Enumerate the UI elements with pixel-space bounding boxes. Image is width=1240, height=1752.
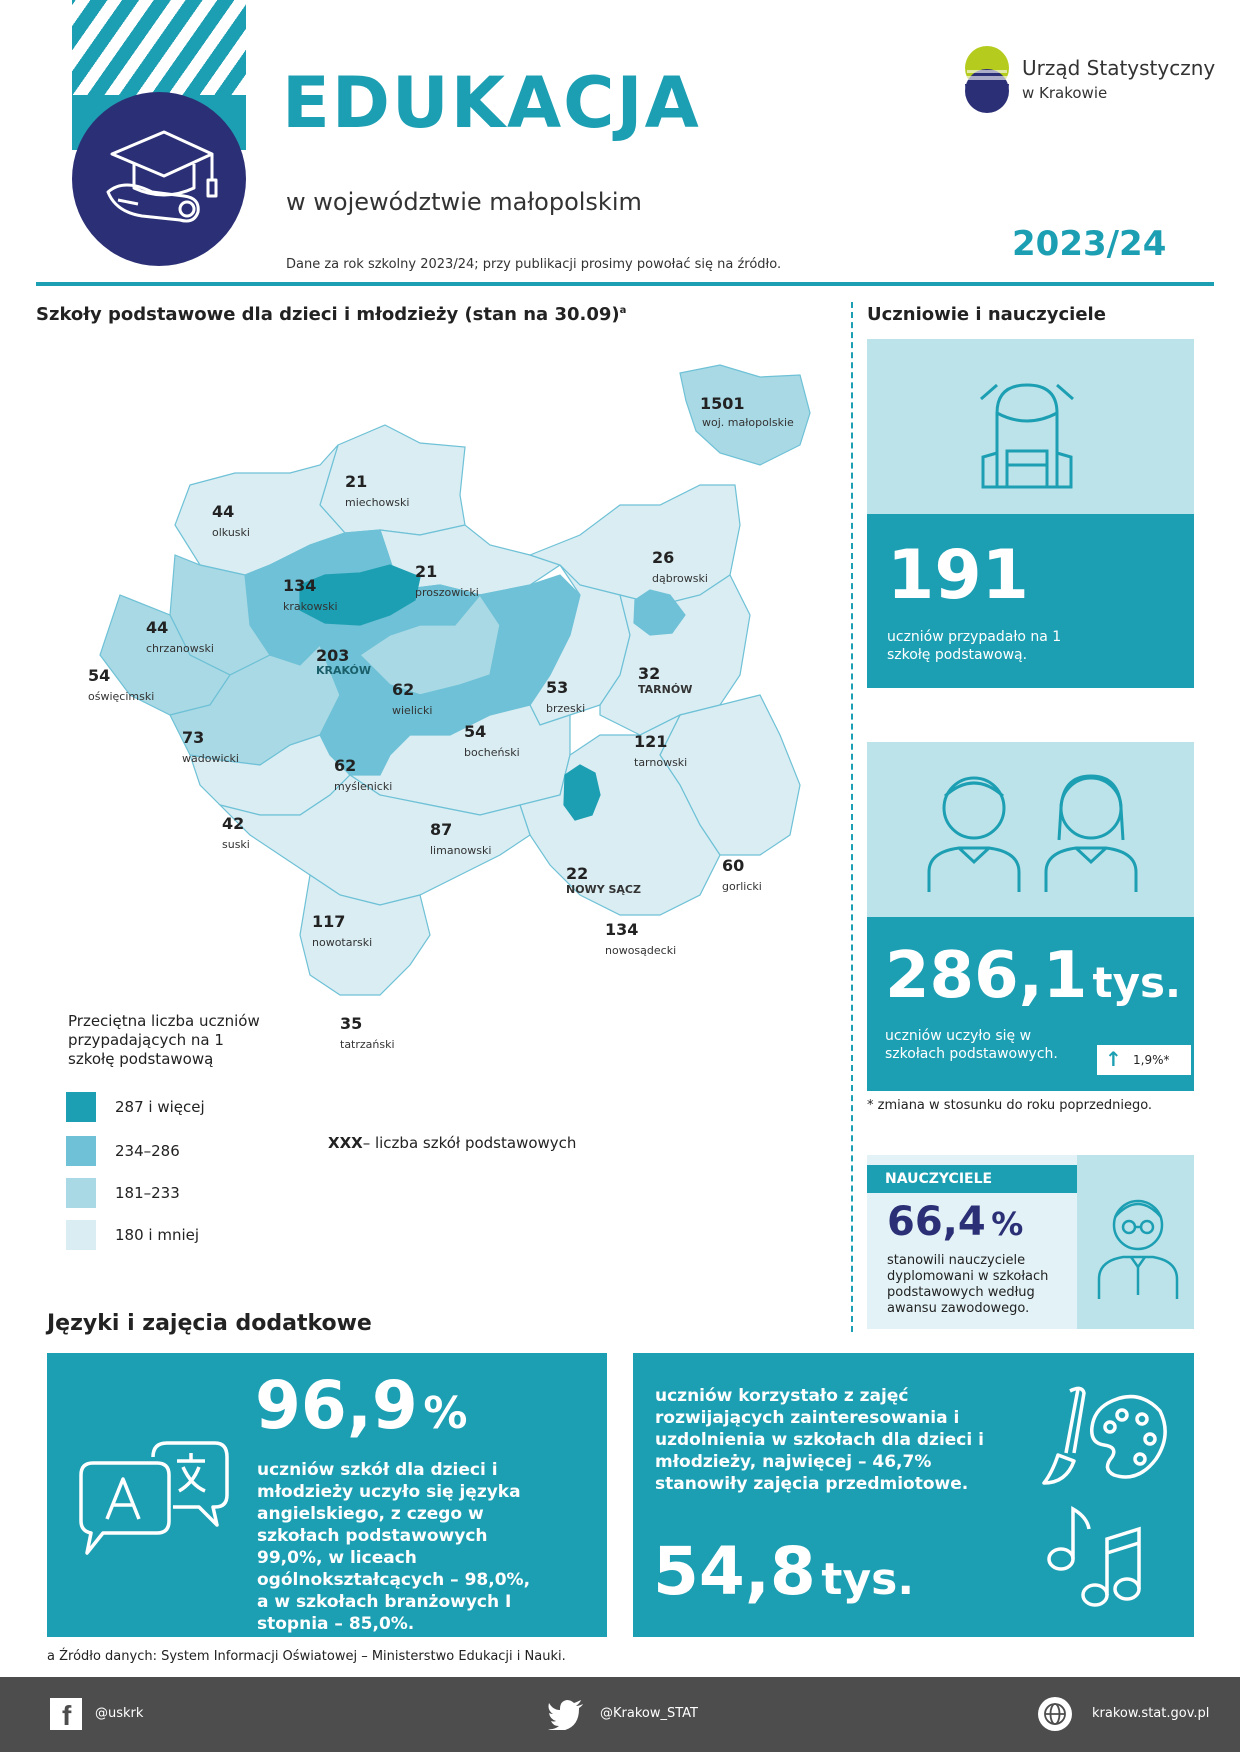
map-section-title: Szkoły podstawowe dla dzieci i młodzieży (stan na 30.09)$^a$ xyxy=(36,304,627,325)
county-name: miechowski xyxy=(345,496,410,509)
per-school-desc: uczniów przypadało na 1 szkołę podstawową. xyxy=(887,629,1062,663)
header-stripes xyxy=(72,0,246,95)
twitter-icon[interactable] xyxy=(548,1700,584,1730)
students-icon xyxy=(919,762,1143,902)
languages-desc: uczniów szkół dla dzieci i młodzieży uczyło się języka angielskiego, z czego w szkołach podstawowych 99,0%, w liceach ogólnokształcących – 98,0%, a w szkołach branżowych I stopnia – 85,0%. xyxy=(257,1460,531,1634)
county-num: 62 xyxy=(334,756,357,775)
county-name: proszowicki xyxy=(415,586,479,599)
county-name: KRAKÓW xyxy=(316,664,372,677)
year-label: 2023/24 xyxy=(1012,224,1167,264)
languages-panel xyxy=(47,1353,607,1637)
facebook-handle[interactable]: @uskrk xyxy=(95,1706,144,1721)
county-num: 203 xyxy=(316,646,350,665)
county-name: suski xyxy=(222,838,250,851)
header-circle xyxy=(72,92,246,266)
county-name: myślenicki xyxy=(334,780,393,793)
county-name: limanowski xyxy=(430,844,492,857)
xxx-legend: XXX– liczba szkół podstawowych xyxy=(328,1134,577,1152)
students-section-title: Uczniowie i nauczyciele xyxy=(867,304,1106,325)
county-name: chrzanowski xyxy=(146,642,214,655)
county-name: krakowski xyxy=(283,600,338,613)
teachers-label: NAUCZYCIELE xyxy=(867,1165,1077,1193)
legend-swatch xyxy=(66,1136,96,1166)
page-subtitle: w województwie małopolskim xyxy=(286,188,642,216)
legend-swatch xyxy=(66,1178,96,1208)
graduation-cap-icon xyxy=(72,92,246,266)
extra-desc: uczniów korzystało z zajęć rozwijających zainteresowania i uzdolnienia w szkołach dla dzieci i młodzieży, najwięcej – 46,7% stanowiły zajęcia przedmiotowe. xyxy=(655,1386,984,1494)
malopolska-map xyxy=(60,355,820,1075)
county-name: wadowicki xyxy=(182,752,239,765)
org-name: Urząd Statystyczny xyxy=(1022,56,1216,80)
county-num: 44 xyxy=(146,618,169,637)
legend-swatch xyxy=(66,1092,96,1122)
palette-icon xyxy=(1038,1383,1168,1493)
county-num: 22 xyxy=(566,864,589,883)
legend-label: 287 i więcej xyxy=(115,1098,205,1116)
legend-swatch xyxy=(66,1220,96,1250)
extra-panel xyxy=(633,1353,1194,1637)
county-num: 87 xyxy=(430,820,453,839)
legend-title: Przeciętna liczba uczniów przypadających na 1 szkołę podstawową xyxy=(68,1012,260,1068)
county-num: 62 xyxy=(392,680,415,699)
county-name: tarnowski xyxy=(634,756,688,769)
header-note: Dane za rok szkolny 2023/24; przy publikacji prosimy powołać się na źródło. xyxy=(286,257,782,272)
county-num: 42 xyxy=(222,814,245,833)
change-note: * zmiana w stosunku do roku poprzedniego. xyxy=(867,1098,1153,1113)
county-num: 21 xyxy=(415,562,438,581)
teachers-value: 66,4 % xyxy=(887,1199,1024,1245)
county-num: 73 xyxy=(182,728,205,747)
org-logo xyxy=(962,46,1012,122)
source-note: a Źródło danych: System Informacji Oświatowej – Ministerstwo Edukacji i Nauki. xyxy=(47,1649,566,1664)
county-num: 53 xyxy=(546,678,569,697)
languages-value: 96,9 % xyxy=(255,1367,468,1444)
backpack-icon xyxy=(967,373,1087,493)
facebook-icon[interactable]: f xyxy=(50,1698,82,1730)
county-num: 134 xyxy=(283,576,317,595)
county-num: 121 xyxy=(634,732,668,751)
map-region-woj xyxy=(680,365,810,465)
teachers-panel xyxy=(867,1155,1194,1329)
per-school-value: 191 xyxy=(887,536,1029,615)
county-num: 44 xyxy=(212,502,235,521)
county-num: 21 xyxy=(345,472,368,491)
county-name: olkuski xyxy=(212,526,250,539)
music-notes-icon xyxy=(1043,1499,1143,1609)
county-name: tatrzański xyxy=(340,1038,395,1051)
county-num: 117 xyxy=(312,912,346,931)
backpack-panel xyxy=(867,339,1194,514)
twitter-handle[interactable]: @Krakow_STAT xyxy=(600,1706,698,1721)
arrow-up-icon: ↑ xyxy=(1105,1047,1122,1071)
county-name: oświęcimski xyxy=(88,690,155,703)
county-name: nowotarski xyxy=(312,936,373,949)
us-logo-icon xyxy=(962,46,1012,118)
county-name: gorlicki xyxy=(722,880,762,893)
languages-section-title: Języki i zajęcia dodatkowe xyxy=(47,1311,372,1336)
header-divider xyxy=(36,282,1214,286)
county-name: TARNÓW xyxy=(638,683,693,696)
county-name: woj. małopolskie xyxy=(702,416,794,429)
legend-label: 234–286 xyxy=(115,1142,180,1160)
total-students-panel xyxy=(867,917,1194,1091)
county-name: dąbrowski xyxy=(652,572,708,585)
change-value: 1,9%* xyxy=(1133,1053,1170,1067)
county-num: 60 xyxy=(722,856,745,875)
county-num: 26 xyxy=(652,548,675,567)
total-students: 286,1 tys. xyxy=(885,939,1181,1013)
website-link[interactable]: krakow.stat.gov.pl xyxy=(1092,1706,1210,1721)
translate-icon xyxy=(73,1435,233,1565)
county-name: wielicki xyxy=(392,704,433,717)
column-divider xyxy=(851,302,853,1332)
map-region-miechowski xyxy=(320,425,465,535)
county-name: brzeski xyxy=(546,702,586,715)
extra-value: 54,8 tys. xyxy=(653,1533,915,1610)
county-name: NOWY SĄCZ xyxy=(566,883,641,896)
students-panel xyxy=(867,742,1194,917)
total-students-desc: uczniów uczyło się w szkołach podstawowych. xyxy=(885,1028,1058,1062)
globe-icon[interactable] xyxy=(1038,1697,1072,1731)
org-city: w Krakowie xyxy=(1022,84,1108,102)
county-num: 134 xyxy=(605,920,639,939)
legend-label: 180 i mniej xyxy=(115,1226,200,1244)
change-badge xyxy=(1097,1045,1191,1075)
county-name: bocheński xyxy=(464,746,520,759)
county-num: 1501 xyxy=(700,394,745,413)
teachers-desc: stanowili nauczyciele dyplomowani w szkołach podstawowych według awansu zawodowego. xyxy=(887,1253,1049,1316)
county-num: 35 xyxy=(340,1014,363,1033)
county-num: 54 xyxy=(88,666,111,685)
county-num: 32 xyxy=(638,664,661,683)
footer xyxy=(0,1677,1240,1752)
page-title: EDUKACJA xyxy=(282,62,701,144)
teacher-icon xyxy=(1093,1191,1183,1301)
county-num: 54 xyxy=(464,722,487,741)
per-school-panel xyxy=(867,514,1194,688)
county-name: nowosądecki xyxy=(605,944,677,957)
legend-label: 181–233 xyxy=(115,1184,180,1202)
